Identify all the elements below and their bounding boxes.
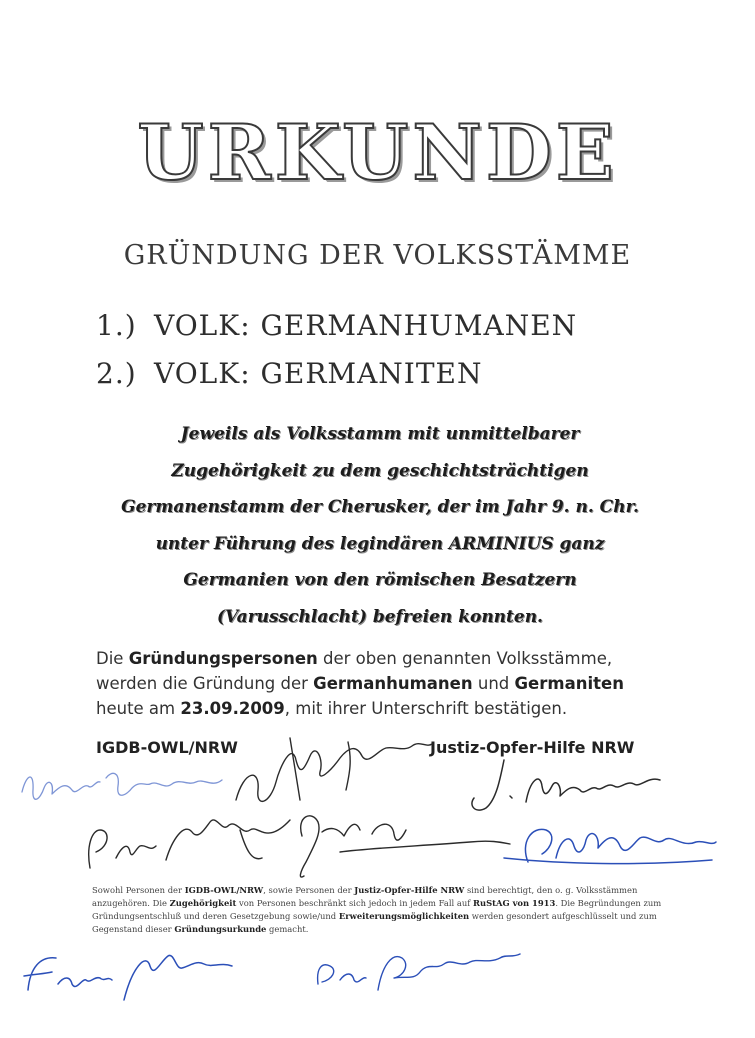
fine-print-line: Gegenstand dieser Gründungsurkunde gemacht. [92,924,309,934]
people-label: VOLK: GERMANITEN [154,357,483,390]
org-right-label: Justiz-Opfer-Hilfe NRW [430,738,635,757]
people-label: VOLK: GERMANHUMANEN [154,309,578,342]
signature-3 [472,760,660,810]
body-line-2: werden die Gründung der Germanhumanen und Germaniten [96,674,624,693]
signature-8 [318,954,520,990]
body-line-1: Die Gründungspersonen der oben genannten Volksstämme, [96,649,613,668]
fine-print-line: Sowohl Personen der IGDB-OWL/NRW, sowie Personen der Justiz-Opfer-Hilfe NRW sind berechtigt, den o. g. Volksstämmen [92,885,638,895]
signature-7 [24,955,232,1000]
people-number: 2.) [96,357,137,390]
signature-6 [504,829,716,863]
signature-4 [89,820,290,868]
fine-print-line: Gründungsentschluß und deren Gesetzgebung sowie/und Erweiterungsmöglichkeiten werden gesondert aufgeschlüsselt und zum [92,911,657,921]
fine-print-line: anzugehören. Die Zugehörigkeit von Personen beschränkt sich jedoch in jedem Fall auf RuStAG von 1913. Die Begründungen zum [92,898,662,908]
preamble-line: Zugehörigkeit zu dem geschichtsträchtigen [171,460,589,481]
preamble-line: unter Führung des legindären ARMINIUS ganz [155,533,605,554]
preamble-line: (Varusschlacht) befreien konnten. [217,606,543,627]
document-subtitle: GRÜNDUNG DER VOLKSSTÄMME [123,240,632,271]
preamble-line: Germanenstamm der Cherusker, der im Jahr 9. n. Chr. [121,497,639,517]
people-number: 1.) [96,309,137,342]
signature-5 [300,816,510,877]
body-line-3: heute am 23.09.2009, mit ihrer Unterschrift bestätigen. [96,699,568,718]
document-title: URKUNDE [137,108,618,197]
preamble-line: Germanien von den römischen Besatzern [183,570,577,590]
signature-2 [236,738,432,801]
signature-1 [22,773,222,799]
org-left-label: IGDB-OWL/NRW [96,738,238,757]
preamble-line: Jeweils als Volksstamm mit unmittelbarer [180,424,580,444]
